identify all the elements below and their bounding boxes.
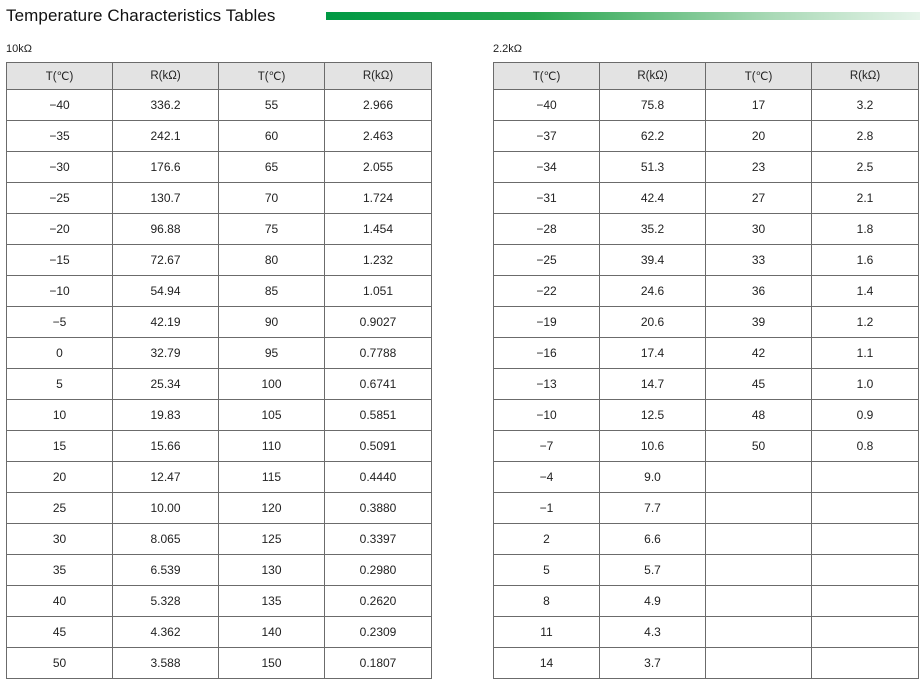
table-10k	[6, 62, 432, 679]
resistance-cell: 54.94	[113, 276, 219, 307]
table-row	[7, 524, 432, 555]
resistance-cell: 3.588	[113, 648, 219, 679]
resistance-cell: 0.5091	[325, 431, 432, 462]
resistance-cell: 20.6	[600, 307, 706, 338]
column-header: T(℃)	[706, 63, 812, 90]
resistance-cell: 0.5851	[325, 400, 432, 431]
table-row	[494, 493, 919, 524]
resistance-cell: 96.88	[113, 214, 219, 245]
title-accent-bar	[326, 12, 920, 20]
resistance-cell: 35.2	[600, 214, 706, 245]
resistance-cell: 1.1	[812, 338, 919, 369]
table-row	[7, 555, 432, 586]
resistance-cell: 4.3	[600, 617, 706, 648]
temperature-cell	[706, 462, 812, 493]
table-row	[494, 90, 919, 121]
temperature-cell: −16	[494, 338, 600, 369]
column-header: R(kΩ)	[600, 63, 706, 90]
temperature-cell: 85	[219, 276, 325, 307]
resistance-cell: 10.6	[600, 431, 706, 462]
temperature-cell: −40	[494, 90, 600, 121]
resistance-cell: 39.4	[600, 245, 706, 276]
resistance-cell	[812, 617, 919, 648]
temperature-cell: 45	[706, 369, 812, 400]
resistance-cell: 176.6	[113, 152, 219, 183]
resistance-cell: 0.9027	[325, 307, 432, 338]
resistance-cell: 7.7	[600, 493, 706, 524]
column-header: R(kΩ)	[325, 63, 432, 90]
resistance-cell: 12.47	[113, 462, 219, 493]
column-header: T(℃)	[7, 63, 113, 90]
column-header: R(kΩ)	[812, 63, 919, 90]
temperature-cell: 0	[7, 338, 113, 369]
table-row	[7, 121, 432, 152]
resistance-cell: 2.966	[325, 90, 432, 121]
resistance-cell: 6.6	[600, 524, 706, 555]
resistance-cell: 4.362	[113, 617, 219, 648]
resistance-cell: 242.1	[113, 121, 219, 152]
temperature-cell: 110	[219, 431, 325, 462]
temperature-cell: 5	[494, 555, 600, 586]
table-row	[7, 493, 432, 524]
table-row	[7, 90, 432, 121]
table-row	[494, 369, 919, 400]
table-row	[494, 524, 919, 555]
temperature-cell: 36	[706, 276, 812, 307]
temperature-cell: 50	[706, 431, 812, 462]
table-header-row	[7, 63, 432, 90]
temperature-cell	[706, 493, 812, 524]
temperature-cell: 15	[7, 431, 113, 462]
temperature-cell: −5	[7, 307, 113, 338]
table-row	[494, 152, 919, 183]
table-row	[7, 338, 432, 369]
resistance-cell	[812, 462, 919, 493]
resistance-cell: 32.79	[113, 338, 219, 369]
table-row	[494, 400, 919, 431]
resistance-cell: 0.2980	[325, 555, 432, 586]
table-row	[7, 245, 432, 276]
resistance-cell: 0.2309	[325, 617, 432, 648]
resistance-cell: 1.051	[325, 276, 432, 307]
table-row	[494, 586, 919, 617]
table-header-row	[494, 63, 919, 90]
resistance-cell: 0.8	[812, 431, 919, 462]
temperature-cell: 48	[706, 400, 812, 431]
temperature-cell: −35	[7, 121, 113, 152]
table-row	[7, 400, 432, 431]
resistance-cell: 15.66	[113, 431, 219, 462]
table-row	[7, 183, 432, 214]
resistance-cell: 8.065	[113, 524, 219, 555]
temperature-cell: 35	[7, 555, 113, 586]
resistance-cell: 1.6	[812, 245, 919, 276]
temperature-cell: 20	[7, 462, 113, 493]
temperature-cell: 65	[219, 152, 325, 183]
temperature-cell: −25	[494, 245, 600, 276]
resistance-cell: 2.1	[812, 183, 919, 214]
temperature-cell: −22	[494, 276, 600, 307]
temperature-cell: −10	[7, 276, 113, 307]
temperature-cell: 80	[219, 245, 325, 276]
temperature-cell: 10	[7, 400, 113, 431]
temperature-cell: −30	[7, 152, 113, 183]
resistance-cell: 130.7	[113, 183, 219, 214]
resistance-cell: 1.724	[325, 183, 432, 214]
temperature-cell: 95	[219, 338, 325, 369]
temperature-cell: 75	[219, 214, 325, 245]
temperature-cell: 115	[219, 462, 325, 493]
table-row	[7, 431, 432, 462]
resistance-cell: 1.8	[812, 214, 919, 245]
column-header: R(kΩ)	[113, 63, 219, 90]
temperature-cell: 33	[706, 245, 812, 276]
table-row	[494, 214, 919, 245]
temperature-cell: 42	[706, 338, 812, 369]
table-row	[7, 307, 432, 338]
resistance-cell: 1.454	[325, 214, 432, 245]
resistance-cell: 25.34	[113, 369, 219, 400]
resistance-cell: 1.232	[325, 245, 432, 276]
table-caption-10k: 10kΩ	[6, 43, 32, 55]
resistance-cell: 62.2	[600, 121, 706, 152]
resistance-cell: 24.6	[600, 276, 706, 307]
resistance-cell: 0.7788	[325, 338, 432, 369]
resistance-cell: 1.2	[812, 307, 919, 338]
temperature-cell: −31	[494, 183, 600, 214]
resistance-cell: 17.4	[600, 338, 706, 369]
table-2-2k	[493, 62, 919, 679]
temperature-cell: 2	[494, 524, 600, 555]
resistance-cell: 42.4	[600, 183, 706, 214]
table-row	[494, 648, 919, 679]
resistance-cell: 0.2620	[325, 586, 432, 617]
table-row	[494, 276, 919, 307]
temperature-cell: 5	[7, 369, 113, 400]
temperature-cell: 30	[706, 214, 812, 245]
temperature-cell: −4	[494, 462, 600, 493]
temperature-cell: −1	[494, 493, 600, 524]
temperature-cell	[706, 524, 812, 555]
column-header: T(℃)	[494, 63, 600, 90]
temperature-cell	[706, 648, 812, 679]
resistance-cell: 1.4	[812, 276, 919, 307]
temperature-cell: 30	[7, 524, 113, 555]
table-row	[494, 121, 919, 152]
resistance-cell	[812, 586, 919, 617]
temperature-cell: −25	[7, 183, 113, 214]
resistance-cell: 3.7	[600, 648, 706, 679]
temperature-cell: 130	[219, 555, 325, 586]
table-row	[7, 369, 432, 400]
temperature-cell: 70	[219, 183, 325, 214]
temperature-cell	[706, 586, 812, 617]
resistance-cell: 42.19	[113, 307, 219, 338]
resistance-cell: 336.2	[113, 90, 219, 121]
temperature-cell: 55	[219, 90, 325, 121]
resistance-cell: 51.3	[600, 152, 706, 183]
temperature-cell: 27	[706, 183, 812, 214]
resistance-cell	[812, 648, 919, 679]
temperature-cell: 45	[7, 617, 113, 648]
resistance-cell	[812, 524, 919, 555]
temperature-cell: −20	[7, 214, 113, 245]
temperature-cell: −34	[494, 152, 600, 183]
table-row	[494, 338, 919, 369]
resistance-cell: 75.8	[600, 90, 706, 121]
table-row	[7, 462, 432, 493]
resistance-cell: 0.3397	[325, 524, 432, 555]
table-row	[494, 245, 919, 276]
temperature-cell: −28	[494, 214, 600, 245]
table-row	[494, 462, 919, 493]
temperature-cell: 11	[494, 617, 600, 648]
table-row	[7, 276, 432, 307]
temperature-cell: 135	[219, 586, 325, 617]
temperature-cell: −19	[494, 307, 600, 338]
resistance-cell: 6.539	[113, 555, 219, 586]
temperature-cell: 20	[706, 121, 812, 152]
table-row	[494, 555, 919, 586]
resistance-cell: 14.7	[600, 369, 706, 400]
temperature-cell: −7	[494, 431, 600, 462]
temperature-cell: 23	[706, 152, 812, 183]
temperature-cell: 125	[219, 524, 325, 555]
temperature-cell: 60	[219, 121, 325, 152]
resistance-cell: 3.2	[812, 90, 919, 121]
table-row	[494, 617, 919, 648]
table-row	[7, 214, 432, 245]
table-row	[7, 152, 432, 183]
resistance-cell: 2.055	[325, 152, 432, 183]
temperature-cell: 100	[219, 369, 325, 400]
temperature-cell: 8	[494, 586, 600, 617]
temperature-cell: 39	[706, 307, 812, 338]
temperature-cell: 105	[219, 400, 325, 431]
resistance-cell: 0.3880	[325, 493, 432, 524]
temperature-cell: 90	[219, 307, 325, 338]
table-row	[7, 586, 432, 617]
resistance-cell: 5.7	[600, 555, 706, 586]
temperature-cell: −37	[494, 121, 600, 152]
resistance-cell: 10.00	[113, 493, 219, 524]
temperature-cell: 140	[219, 617, 325, 648]
page-title: Temperature Characteristics Tables	[6, 6, 276, 25]
temperature-cell: 40	[7, 586, 113, 617]
resistance-cell: 2.5	[812, 152, 919, 183]
table-row	[494, 431, 919, 462]
resistance-cell	[812, 555, 919, 586]
resistance-cell: 2.463	[325, 121, 432, 152]
resistance-cell: 2.8	[812, 121, 919, 152]
resistance-cell: 0.1807	[325, 648, 432, 679]
resistance-cell: 0.9	[812, 400, 919, 431]
temperature-cell	[706, 617, 812, 648]
temperature-cell: −10	[494, 400, 600, 431]
temperature-cell: 25	[7, 493, 113, 524]
resistance-cell: 5.328	[113, 586, 219, 617]
temperature-cell: 17	[706, 90, 812, 121]
temperature-cell	[706, 555, 812, 586]
table-row	[494, 183, 919, 214]
resistance-cell: 12.5	[600, 400, 706, 431]
table-row	[7, 617, 432, 648]
column-header: T(℃)	[219, 63, 325, 90]
resistance-cell: 1.0	[812, 369, 919, 400]
resistance-cell: 4.9	[600, 586, 706, 617]
resistance-cell: 72.67	[113, 245, 219, 276]
temperature-cell: −40	[7, 90, 113, 121]
temperature-cell: 150	[219, 648, 325, 679]
temperature-cell: −15	[7, 245, 113, 276]
table-row	[7, 648, 432, 679]
temperature-cell: 120	[219, 493, 325, 524]
temperature-cell: 14	[494, 648, 600, 679]
resistance-cell: 0.6741	[325, 369, 432, 400]
resistance-cell	[812, 493, 919, 524]
table-caption-2-2k: 2.2kΩ	[493, 43, 523, 55]
temperature-cell: 50	[7, 648, 113, 679]
table-row	[494, 307, 919, 338]
resistance-cell: 0.4440	[325, 462, 432, 493]
temperature-cell: −13	[494, 369, 600, 400]
resistance-cell: 19.83	[113, 400, 219, 431]
resistance-cell: 9.0	[600, 462, 706, 493]
